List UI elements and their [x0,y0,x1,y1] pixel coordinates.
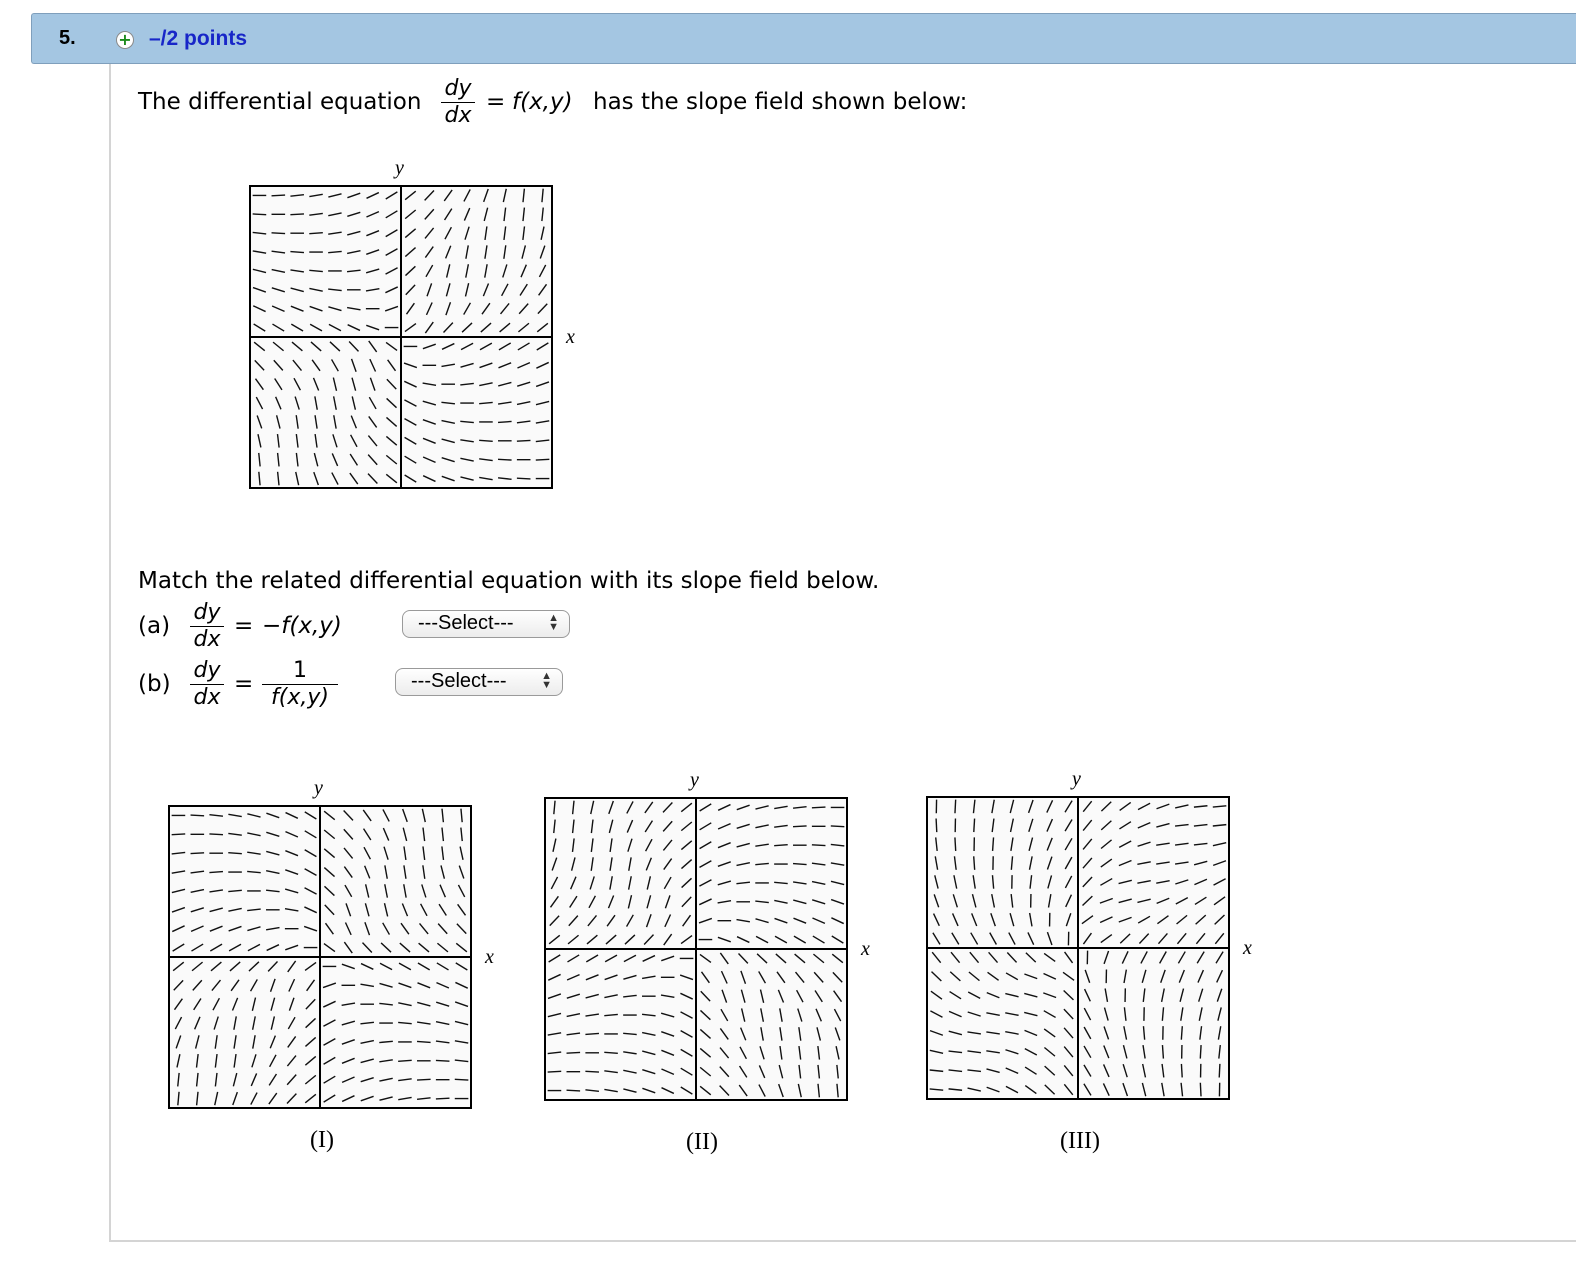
slope-segment [974,856,975,870]
slope-segment [272,233,286,234]
slope-segment [831,826,845,827]
slope-segment [172,834,186,835]
prompt-deriv-den: dx [444,103,472,128]
prompt-deriv-num: dy [444,76,472,101]
part-a-select-value: ---Select--- [418,612,514,634]
x-axis-label: x [566,326,575,348]
slope-segment [517,478,531,479]
slope-segment [479,440,493,441]
y-axis-label: y [1072,768,1081,790]
slope-segment [290,252,304,253]
slope-segment [1200,1045,1201,1059]
slope-segment [1181,1026,1182,1040]
match-instruction: Match the related differential equation with its slope field below. [138,568,880,594]
slope-segment [955,800,956,814]
slope-segment [253,214,267,215]
slope-segment [1181,1064,1182,1078]
y-axis-label: y [395,157,404,179]
slope-segment [309,233,323,234]
slope-segment [536,459,550,460]
part-b-rhs-den: f(x,y) [271,685,329,710]
slope-segment [604,1052,618,1053]
part-a-equals: = [234,613,254,639]
points-label: –/2 points [149,27,248,50]
part-a-derivative [190,601,224,652]
plus-circle-icon[interactable]: + [116,31,134,49]
slope-segment [993,837,994,851]
prompt-rhs: f(x,y) [512,89,573,115]
slope-segment [191,815,205,816]
question-header [31,13,1576,64]
part-b-num: dy [193,658,221,683]
slope-segment [793,864,807,865]
prompt-derivative [441,77,475,128]
slope-segment [398,1060,412,1061]
slope-segment [812,807,826,808]
part-a-num: dy [193,600,221,625]
slope-segment [417,1041,431,1042]
slope-segment [812,845,826,846]
slope-segment [272,195,286,196]
part-b-label: (b) [138,671,171,697]
part-b-den: dx [193,685,221,710]
slope-segment [191,853,205,854]
slope-segment [228,853,242,854]
slope-segment [1200,1083,1201,1097]
slope-segment [774,845,788,846]
slope-segment [209,872,223,873]
slope-segment [585,1033,599,1034]
slope-segment [955,837,956,851]
question-number: 5. [59,27,76,49]
part-a-den: dx [193,627,221,652]
slope-field-given [230,148,575,498]
slope-segment [517,440,531,441]
prompt-trail: has the slope field shown below: [593,89,968,115]
slope-segment [1162,1045,1163,1059]
slope-segment [417,1079,431,1080]
slope-field-II [525,760,870,1110]
y-axis-label: y [690,769,699,791]
slope-segment [1219,1064,1220,1078]
slope-segment [793,826,807,827]
x-axis-label: x [1243,937,1252,959]
part-a-label: (a) [138,613,171,639]
caption-II: (II) [686,1129,718,1155]
slope-segment [936,819,937,833]
y-axis-label: y [314,777,323,799]
slope-segment [498,459,512,460]
part-a-rhs: −f(x,y) [262,613,342,639]
part-a-select[interactable] [402,610,570,638]
part-b-equals: = [234,671,254,697]
updown-arrow-icon: ▲ ▼ [541,670,552,691]
slope-segment [498,421,512,422]
x-axis-label: x [485,946,494,968]
slope-field-I [149,768,494,1118]
x-axis-label: x [861,938,870,960]
caption-III: (III) [1060,1128,1100,1154]
caption-I: (I) [310,1127,334,1153]
part-b-select[interactable] [395,668,563,696]
slope-segment [548,1071,562,1072]
slope-segment [436,1098,450,1099]
prompt-equals: = [486,89,506,115]
slope-segment [974,819,975,833]
slope-segment [567,1052,581,1053]
part-b-derivative [190,659,224,710]
part-b-rhs [262,659,338,710]
part-b-select-value: ---Select--- [411,670,507,692]
prompt-lead: The differential equation [138,89,422,115]
slope-segment [455,1079,469,1080]
slope-segment [290,214,304,215]
slope-segment [209,834,223,835]
slope-segment [567,1090,581,1091]
slope-segment [436,1060,450,1061]
slope-segment [585,1071,599,1072]
part-b-rhs-num: 1 [293,658,307,683]
updown-arrow-icon: ▲ ▼ [548,612,559,633]
slope-field-III [907,759,1252,1109]
